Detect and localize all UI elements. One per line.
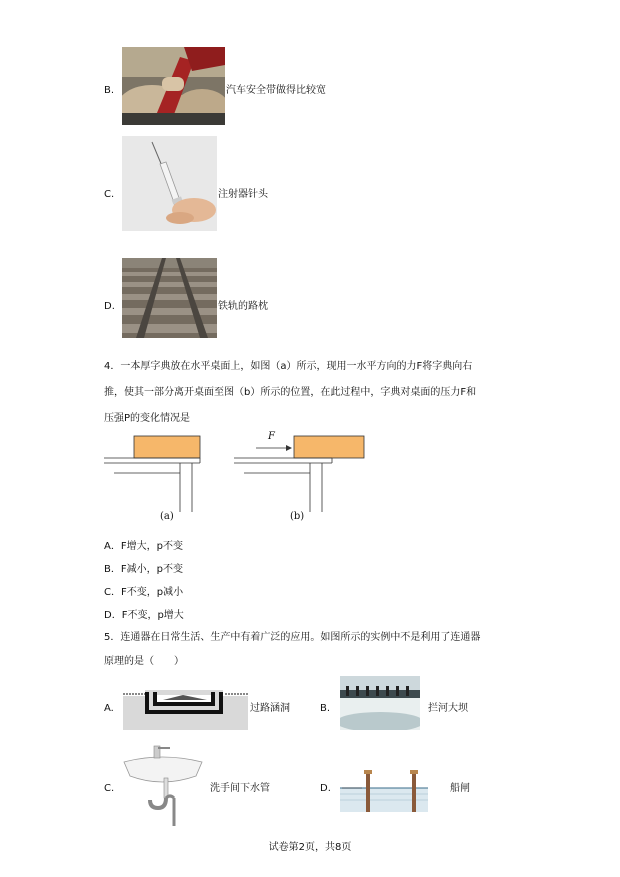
q5-option-d-caption: 船闸 bbox=[450, 783, 470, 794]
q4-choice-a[interactable]: A．F增大，p不变 bbox=[104, 541, 183, 552]
syringe-photo bbox=[122, 136, 217, 231]
figure-b-label: (b) bbox=[290, 511, 305, 522]
ship-lock-diagram bbox=[340, 768, 428, 812]
q5-option-d-letter[interactable]: D. bbox=[320, 783, 331, 794]
q4-choice-c[interactable]: C．F不变，p减小 bbox=[104, 587, 184, 598]
dam-photo bbox=[340, 676, 420, 730]
option-d-caption: 铁轨的路枕 bbox=[218, 301, 268, 312]
q4-choice-d[interactable]: D．F不变，p增大 bbox=[104, 610, 184, 621]
q5-option-b-caption: 拦河大坝 bbox=[428, 703, 468, 714]
question-4-line3: 压强P的变化情况是 bbox=[104, 413, 191, 424]
figure-a-label: (a) bbox=[160, 511, 174, 522]
dictionary-figure bbox=[100, 428, 370, 528]
question-5-line1: 5．连通器在日常生活、生产中有着广泛的应用。如图所示的实例中不是利用了连通器 bbox=[104, 632, 481, 643]
option-b-letter: B. bbox=[104, 85, 115, 96]
question-5-line2: 原理的是（ ） bbox=[104, 656, 184, 667]
question-4-line1: 4．一本厚字典放在水平桌面上，如图（a）所示，现用一水平方向的力F将字典向右 bbox=[104, 361, 473, 372]
q5-option-c-caption: 洗手间下水管 bbox=[210, 783, 270, 794]
force-label: F bbox=[268, 431, 275, 442]
q4-choice-b[interactable]: B．F减小，p不变 bbox=[104, 564, 183, 575]
option-c-letter: C. bbox=[104, 189, 115, 200]
q5-option-c-letter[interactable]: C. bbox=[104, 783, 115, 794]
culvert-diagram bbox=[123, 686, 248, 730]
option-b-caption: 汽车安全带做得比较宽 bbox=[226, 85, 326, 96]
page-footer: 试卷第2页，共8页 bbox=[268, 842, 352, 853]
option-d-letter: D. bbox=[104, 301, 115, 312]
seatbelt-photo bbox=[122, 47, 225, 125]
sink-diagram bbox=[118, 742, 206, 826]
railway-photo bbox=[122, 258, 217, 338]
q5-option-a-letter[interactable]: A. bbox=[104, 703, 114, 714]
option-c-caption: 注射器针头 bbox=[218, 189, 268, 200]
q5-option-a-caption: 过路涵洞 bbox=[250, 703, 290, 714]
q5-option-b-letter[interactable]: B. bbox=[320, 703, 331, 714]
question-4-line2: 推，使其一部分离开桌面至图（b）所示的位置，在此过程中，字典对桌面的压力F和 bbox=[104, 387, 477, 398]
